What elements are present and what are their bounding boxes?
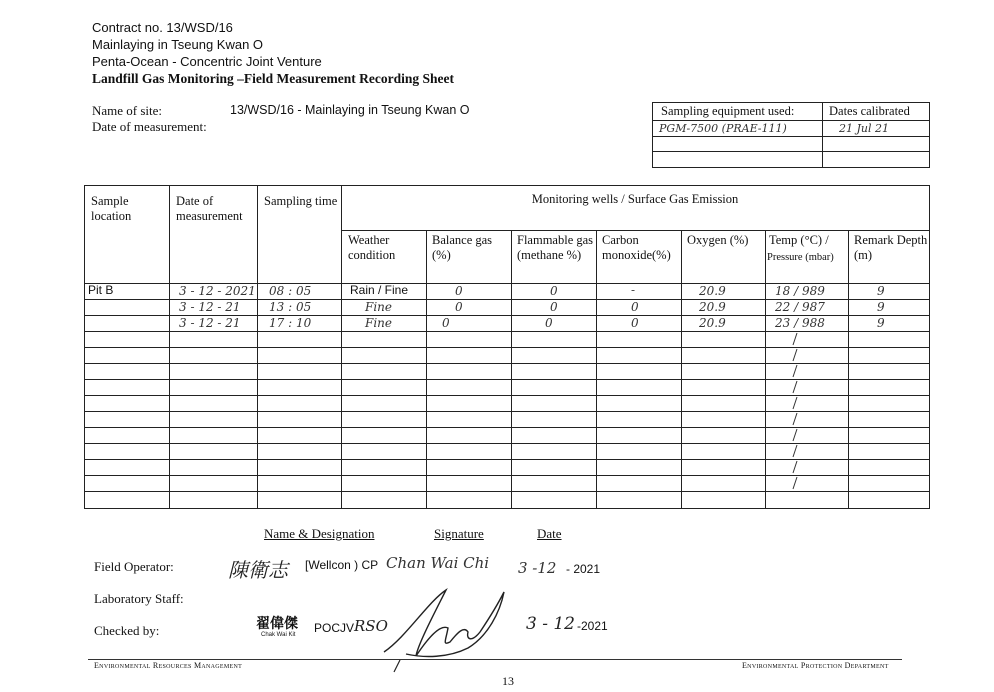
checked-role: RSO xyxy=(354,617,388,635)
temp-column-slashes xyxy=(785,331,805,496)
calibrated-value: 21 Jul 21 xyxy=(839,122,889,135)
row1-date: 3 - 12 - 2021 xyxy=(179,284,256,298)
row3-oxygen: 20.9 xyxy=(699,316,726,330)
site-name-value: 13/WSD/16 - Mainlaying in Tseung Kwan O xyxy=(230,103,470,117)
row1-flammable: 0 xyxy=(550,284,558,298)
row1-location: Pit B xyxy=(88,283,114,297)
checked-signature-scribble xyxy=(376,582,516,674)
field-operator-label: Field Operator: xyxy=(94,559,174,574)
row2-remark: 9 xyxy=(877,300,885,314)
footer-rule xyxy=(88,659,902,660)
site-name-label: Name of site: xyxy=(92,103,163,118)
row2-temp: 22 / 987 xyxy=(775,300,825,314)
checked-name-cn: 翟偉傑 xyxy=(256,617,298,632)
equipment-value: PGM-7500 (PRAE-111) xyxy=(659,122,787,135)
header-flammable-gas: Flammable gas (methane %) xyxy=(517,233,594,262)
row2-carbon: 0 xyxy=(631,300,639,314)
row3-carbon: 0 xyxy=(631,316,639,330)
header-oxygen: Oxygen (%) xyxy=(687,233,749,247)
row3-temp: 23 / 988 xyxy=(775,316,825,330)
row2-time: 13 : 05 xyxy=(269,300,312,314)
header-carbon-monoxide: Carbon monoxide(%) xyxy=(602,233,671,262)
row2-oxygen: 20.9 xyxy=(699,300,726,314)
signoff-signature-header: Signature xyxy=(434,526,484,541)
row1-oxygen: 20.9 xyxy=(699,284,726,298)
header-weather-condition: Weather condition xyxy=(348,233,396,262)
header-temp: Temp (°C) / xyxy=(769,233,829,247)
measurement-table xyxy=(84,185,930,509)
row1-weather: Rain / Fine xyxy=(350,283,409,297)
field-operator-year: - 2021 xyxy=(566,562,601,576)
date-of-measurement-label: Date of measurement: xyxy=(92,119,207,134)
field-operator-name-cn: 陳衛志 xyxy=(228,558,288,582)
row1-balance: 0 xyxy=(455,284,463,298)
header-remark-depth: Remark Depth (m) xyxy=(854,233,928,262)
row2-date: 3 - 12 - 21 xyxy=(179,300,241,314)
field-operator-designation: [Wellcon ) CP xyxy=(305,558,379,572)
row3-date: 3 - 12 - 21 xyxy=(179,316,241,330)
row3-flammable: 0 xyxy=(545,316,553,330)
row1-remark: 9 xyxy=(877,284,885,298)
signoff-name-header: Name & Designation xyxy=(264,526,375,541)
header-pressure: Pressure (mbar) xyxy=(767,252,834,263)
row2-balance: 0 xyxy=(455,300,463,314)
checked-designation: POCJV xyxy=(314,621,355,635)
header-monitoring-group: Monitoring wells / Surface Gas Emission xyxy=(531,192,739,206)
row1-temp: 18 / 989 xyxy=(775,284,825,298)
row3-remark: 9 xyxy=(877,316,885,330)
row2-weather: Fine xyxy=(365,300,392,314)
field-operator-signature: Chan Wai Chi xyxy=(386,554,490,572)
page-number: 13 xyxy=(502,674,514,688)
project-name: Mainlaying in Tseung Kwan O xyxy=(92,37,264,52)
row3-balance: 0 xyxy=(442,316,450,330)
equipment-table xyxy=(652,102,930,168)
header-balance-gas: Balance gas (%) xyxy=(432,233,493,262)
equipment-used-header: Sampling equipment used: xyxy=(661,104,795,118)
row2-flammable: 0 xyxy=(550,300,558,314)
dates-calibrated-header: Dates calibrated xyxy=(829,104,910,118)
sheet-title: Landfill Gas Monitoring –Field Measurement Recording Sheet xyxy=(92,71,454,86)
footer-left: Environmental Resources Management xyxy=(94,661,243,670)
checked-name-en: Chak Wai Kit xyxy=(261,632,296,638)
checked-year: -2021 xyxy=(577,619,608,633)
header-sample-location: Sample location xyxy=(91,194,132,223)
checked-date: 3 - 12 xyxy=(526,614,575,634)
signoff-date-header: Date xyxy=(537,526,562,541)
header-sampling-time: Sampling time xyxy=(264,194,338,208)
laboratory-staff-label: Laboratory Staff: xyxy=(94,591,184,606)
contractor-name: Penta-Ocean - Concentric Joint Venture xyxy=(92,54,322,69)
field-operator-date: 3 -12 xyxy=(518,559,557,577)
row1-time: 08 : 05 xyxy=(269,284,312,298)
checked-by-label: Checked by: xyxy=(94,623,160,638)
checked-signature xyxy=(440,646,443,647)
row1-carbon: - xyxy=(631,283,636,297)
header-date-of-measurement: Date of measurement xyxy=(176,194,243,223)
row3-time: 17 : 10 xyxy=(269,316,312,330)
contract-number: Contract no. 13/WSD/16 xyxy=(92,20,233,35)
row3-weather: Fine xyxy=(365,316,392,330)
footer-right: Environmental Protection Department xyxy=(742,661,889,670)
